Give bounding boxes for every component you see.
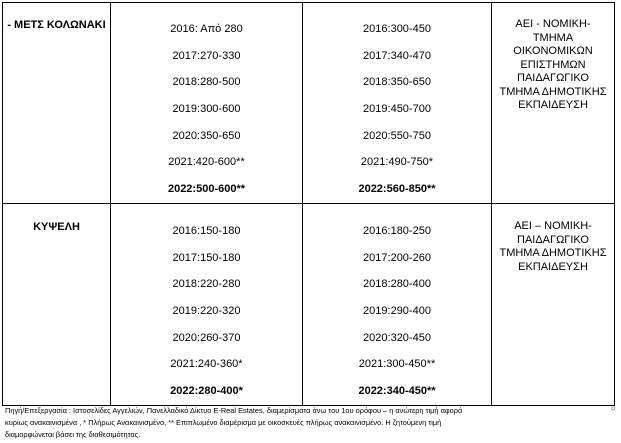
source-footnote — [5, 405, 605, 441]
paragraph-mark: ¤ — [611, 404, 616, 413]
table-row — [3, 3, 615, 204]
price-entry: 2017:200-260 — [363, 251, 431, 264]
price-entry: 2016:300-450 — [363, 23, 431, 35]
price-cell-a — [111, 204, 303, 406]
price-list-a — [111, 3, 302, 203]
price-entry: 2016:150-180 — [172, 225, 241, 237]
price-entry: 2017:340-470 — [363, 49, 431, 62]
price-list-b — [303, 204, 491, 405]
price-entry: 2018:350-650 — [363, 76, 431, 89]
price-entry: 2020:550-750 — [363, 129, 431, 142]
price-entry: 2017:150-180 — [172, 251, 241, 264]
area-name: ΚΥΨΕΛΗ — [33, 221, 80, 233]
price-entry: 2021:300-450** — [358, 358, 436, 371]
footnote-line: κυρίως ανακαινισμένα , * Πλήρως Ανακαινισμένο, ** Επιπλωμένο διαμέρισμα με οικοσκευές πλήρως ανακαινισμένο. Η ζητούμενη τιμή — [5, 418, 442, 427]
area-cell — [3, 204, 111, 406]
price-entry: 2019:300-600 — [172, 103, 241, 116]
price-entry: 2021:490-750* — [360, 156, 434, 169]
price-cell-a — [111, 3, 303, 204]
table-row — [3, 204, 615, 406]
price-entry: 2021:420-600** — [168, 156, 245, 169]
price-entry: 2022:340-450** — [358, 385, 436, 398]
price-entry: 2016: Από 280 — [170, 23, 243, 35]
price-entry: 2022:280-400* — [170, 385, 243, 398]
price-entry: 2019:220-320 — [172, 305, 241, 318]
price-entry: 2020:350-650 — [172, 129, 241, 142]
price-list-b — [303, 3, 491, 203]
price-list-a — [111, 204, 302, 405]
price-entry: 2018:220-280 — [172, 278, 241, 291]
price-entry: 2020:320-450 — [363, 331, 431, 344]
price-entry: 2019:450-700 — [363, 103, 431, 116]
price-entry: 2017:270-330 — [172, 49, 241, 62]
price-entry: 2018:280-400 — [363, 278, 431, 291]
price-entry: 2022:560-850** — [358, 183, 436, 196]
universities-cell — [492, 3, 615, 204]
price-cell-b — [303, 204, 492, 406]
price-entry: 2020:260-370 — [172, 331, 241, 344]
price-entry: 2018:280-500 — [172, 76, 241, 89]
area-name: - ΜΕΤΣ ΚΟΛΩΝΑΚΙ — [7, 19, 106, 31]
footnote-line: διαμορφώνεται βάσει της διαθεσιμότητας. — [5, 430, 141, 439]
universities-cell — [492, 204, 615, 406]
price-cell-b — [303, 3, 492, 204]
footnote-line: Πηγή/Επεξεργασία : Ιστοσελίδες Αγγελιών, Πανελλαδικό Δίκτυο E-Real Estates, διαμερίσματα άνω του 1ου ορόφου – η ανώτερη τιμή αφορά — [5, 406, 463, 415]
universities-text: ΑΕΙ - ΝΟΜΙΚΗ-ΤΜΗΜΑ ΟΙΚΟΝΟΜΙΚΩΝ ΕΠΙΣΤΗΜΩΝ ΠΑΙΔΑΓΩΓΙΚΟ ΤΜΗΜΑ ΔΗΜΟΤΙΚΗΣ ΕΚΠΑΙΔΕΥΣΗ — [499, 18, 607, 111]
price-entry: 2022:500-600** — [167, 183, 246, 196]
universities-text: ΑΕΙ – ΝΟΜΙΚΗ-ΠΑΙΔΑΓΩΓΙΚΟ ΤΜΗΜΑ ΔΗΜΟΤΙΚΗΣ ΕΚΠΑΙΔΕΥΣΗ — [499, 220, 607, 273]
area-cell — [3, 3, 111, 204]
price-entry: 2021:240-360* — [170, 358, 243, 371]
price-entry: 2016:180-250 — [363, 225, 431, 237]
price-entry: 2019:290-400 — [363, 305, 431, 318]
price-table — [2, 2, 615, 406]
